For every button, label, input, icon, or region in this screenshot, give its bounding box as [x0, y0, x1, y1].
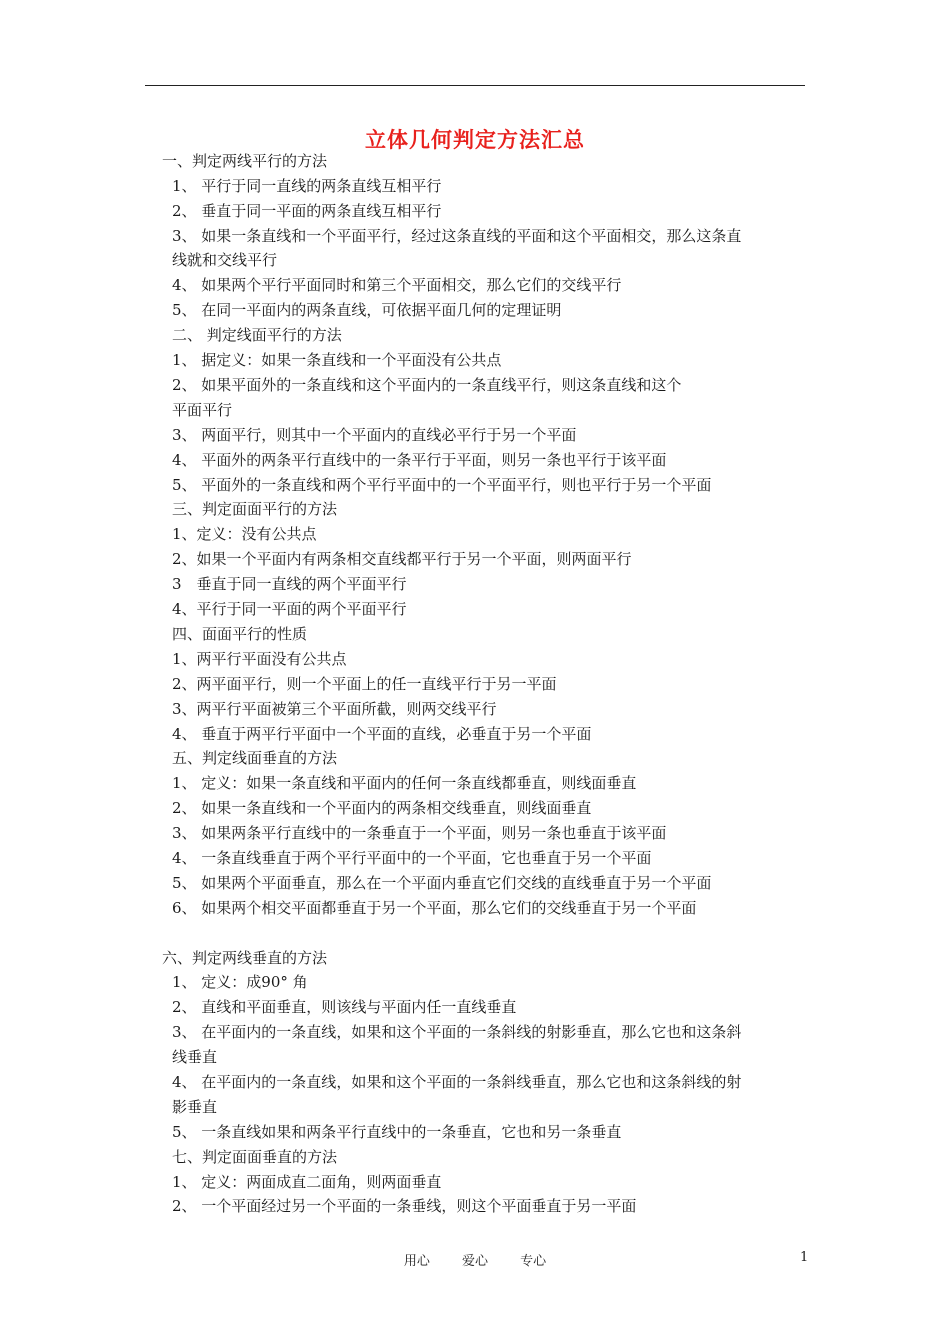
list-item: 2、两平面平行，则一个平面上的任一直线平行于另一平面	[172, 675, 557, 693]
section-heading: 二、 判定线面平行的方法	[172, 326, 342, 344]
list-item-continuation: 线垂直	[172, 1048, 218, 1066]
section-heading: 七、判定面面垂直的方法	[172, 1148, 338, 1166]
section-heading: 六、判定两线垂直的方法	[162, 949, 328, 967]
list-item: 6、 如果两个相交平面都垂直于另一个平面，那么它们的交线垂直于另一个平面	[172, 899, 697, 917]
footer-motto: 爱心	[461, 1254, 488, 1269]
list-item: 2、 如果平面外的一条直线和这个平面内的一条直线平行，则这条直线和这个	[172, 376, 682, 394]
footer-motto: 专心	[520, 1254, 547, 1269]
list-item: 4、 垂直于两平行平面中一个平面的直线，必垂直于另一个平面	[172, 725, 592, 743]
list-item: 1、定义：没有公共点	[172, 525, 317, 543]
list-item: 5、 平面外的一条直线和两个平行平面中的一个平面平行，则也平行于另一个平面	[172, 476, 712, 494]
section-heading: 五、判定线面垂直的方法	[172, 749, 338, 767]
footer-motto: 用心	[403, 1254, 430, 1269]
list-item: 2、 如果一条直线和一个平面内的两条相交线垂直，则线面垂直	[172, 799, 592, 817]
list-item: 5、 如果两个平面垂直，那么在一个平面内垂直它们交线的直线垂直于另一个平面	[172, 874, 712, 892]
section-heading: 四、面面平行的性质	[172, 625, 308, 643]
list-item: 3 垂直于同一直线的两个平面平行	[172, 575, 407, 593]
section-heading: 三、判定面面平行的方法	[172, 500, 338, 518]
list-item: 3、两平行平面被第三个平面所截，则两交线平行	[172, 700, 497, 718]
list-item: 2、 直线和平面垂直，则该线与平面内任一直线垂直	[172, 998, 517, 1016]
list-item: 2、 垂直于同一平面的两条直线互相平行	[172, 202, 442, 220]
list-item: 3、 如果一条直线和一个平面平行，经过这条直线的平面和这个平面相交，那么这条直	[172, 227, 742, 245]
list-item: 4、 一条直线垂直于两个平行平面中的一个平面，它也垂直于另一个平面	[172, 849, 652, 867]
list-item: 4、 平面外的两条平行直线中的一条平行于平面，则另一条也平行于该平面	[172, 451, 667, 469]
list-item: 3、 在平面内的一条直线，如果和这个平面的一条斜线的射影垂直，那么它也和这条斜	[172, 1023, 742, 1041]
list-item: 1、 定义：成90° 角	[172, 973, 308, 991]
list-item: 5、 在同一平面内的两条直线，可依据平面几何的定理证明	[172, 301, 562, 319]
list-item: 2、如果一个平面内有两条相交直线都平行于另一个平面，则两面平行	[172, 550, 632, 568]
list-item: 2、 一个平面经过另一个平面的一条垂线，则这个平面垂直于另一平面	[172, 1197, 637, 1215]
list-item: 3、 如果两条平行直线中的一条垂直于一个平面，则另一条也垂直于该平面	[172, 824, 667, 842]
list-item: 1、 据定义：如果一条直线和一个平面没有公共点	[172, 351, 502, 369]
list-item: 3、 两面平行，则其中一个平面内的直线必平行于另一个平面	[172, 426, 577, 444]
list-item: 1、 定义：两面成直二面角，则两面垂直	[172, 1173, 442, 1191]
list-item: 4、 在平面内的一条直线，如果和这个平面的一条斜线垂直，那么它也和这条斜线的射	[172, 1073, 742, 1091]
list-item: 4、 如果两个平行平面同时和第三个平面相交，那么它们的交线平行	[172, 276, 622, 294]
list-item-continuation: 影垂直	[172, 1098, 218, 1116]
list-item: 4、平行于同一平面的两个平面平行	[172, 600, 407, 618]
section-heading: 一、判定两线平行的方法	[162, 152, 328, 170]
list-item-continuation: 平面平行	[172, 401, 233, 419]
list-item: 5、 一条直线如果和两条平行直线中的一条垂直，它也和另一条垂直	[172, 1123, 622, 1141]
document-title: 立体几何判定方法汇总	[365, 128, 585, 152]
list-item: 1、 平行于同一直线的两条直线互相平行	[172, 177, 442, 195]
list-item-continuation: 线就和交线平行	[172, 251, 278, 269]
page-number: 1	[800, 1250, 809, 1265]
list-item: 1、 定义：如果一条直线和平面内的任何一条直线都垂直，则线面垂直	[172, 774, 637, 792]
list-item: 1、两平行平面没有公共点	[172, 650, 347, 668]
